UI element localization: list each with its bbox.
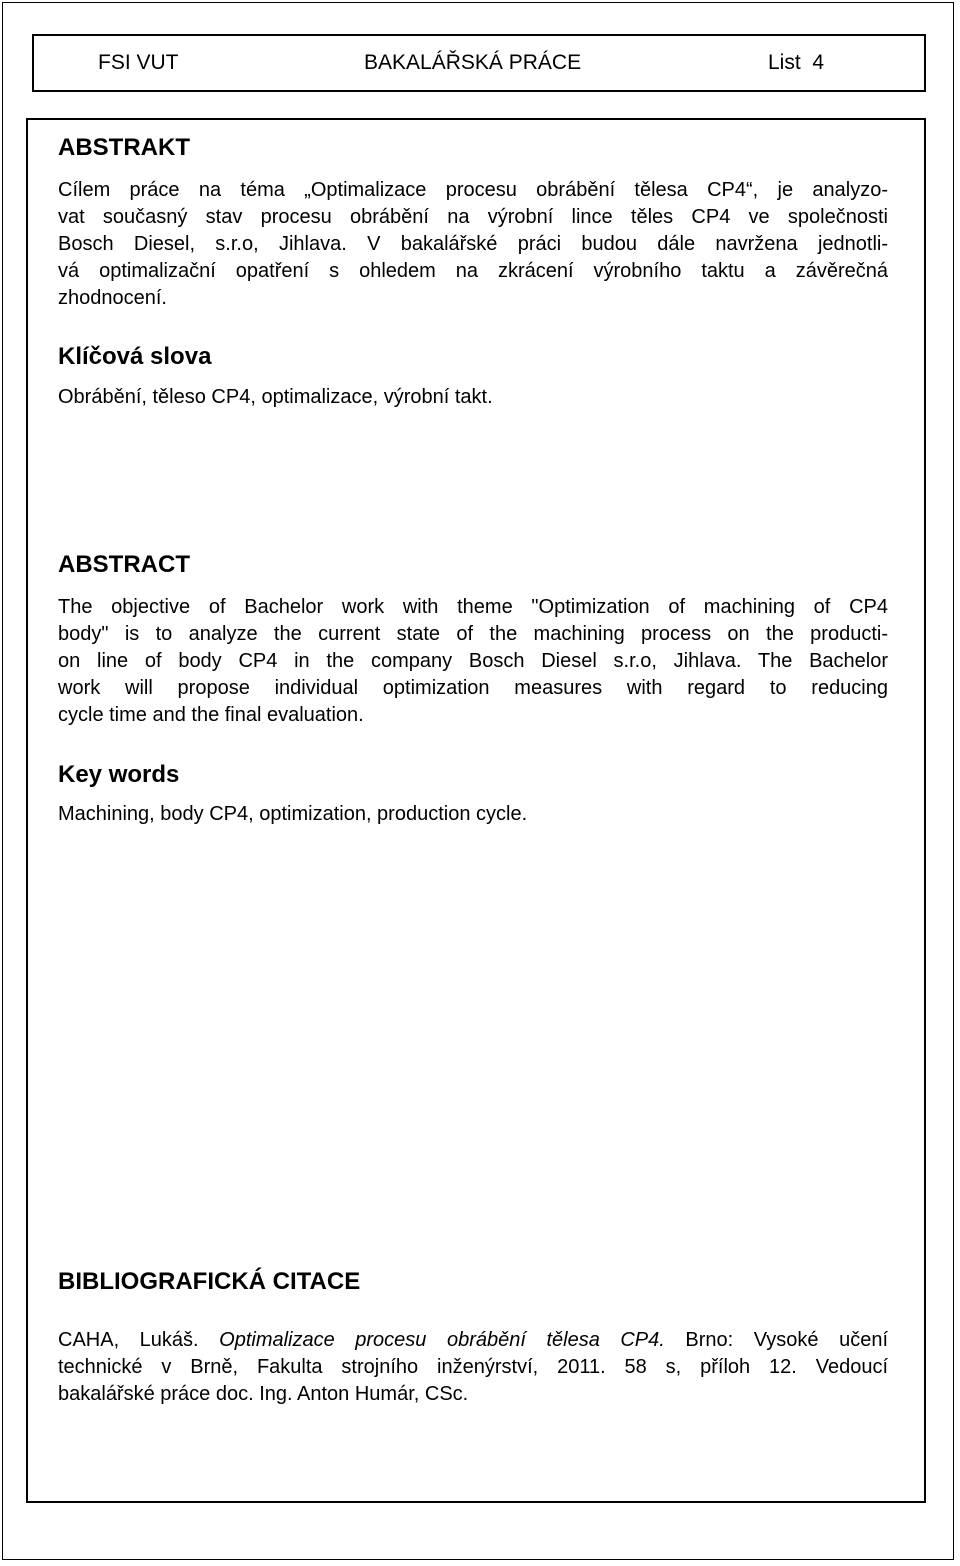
abstrakt-line: vat současný stav procesu obrábění na výrobní lince těles CP4 ve společnosti bbox=[58, 206, 888, 228]
abstract-line: The objective of Bachelor work with theme "Optimization of machining of CP4 bbox=[58, 596, 888, 618]
abstract-line: cycle time and the final evaluation. bbox=[58, 704, 364, 726]
citation-author: CAHA, Lukáš. bbox=[58, 1329, 199, 1351]
abstract-line: work will propose individual optimization measures with regard to reducing bbox=[58, 677, 888, 699]
abstrakt-line: Cílem práce na téma „Optimalizace procesu obrábění tělesa CP4“, je analyzo- bbox=[58, 179, 888, 201]
key-words-heading: Key words bbox=[58, 761, 180, 788]
abstract-line: body" is to analyze the current state of the machining process on the producti- bbox=[58, 623, 888, 645]
header-thesis-type: BAKALÁŘSKÁ PRÁCE bbox=[364, 51, 582, 74]
citation-paragraph bbox=[58, 1327, 888, 1408]
abstrakt-line: zhodnocení. bbox=[58, 287, 167, 309]
abstract-line: on line of body CP4 in the company Bosch Diesel s.r.o, Jihlava. The Bachelor bbox=[58, 650, 888, 672]
key-words-text: Machining, body CP4, optimization, production cycle. bbox=[58, 803, 528, 825]
header-page-number: List 4 bbox=[768, 51, 825, 74]
klicova-slova-text: Obrábění, těleso CP4, optimalizace, výrobní takt. bbox=[58, 386, 493, 408]
page-header bbox=[32, 34, 926, 92]
citation-line bbox=[58, 1327, 888, 1354]
klicova-slova-heading: Klíčová slova bbox=[58, 343, 212, 370]
abstrakt-line: vá optimalizační opatření s ohledem na zkrácení výrobního taktu a závěrečná bbox=[58, 260, 888, 282]
citation-line: technické v Brně, Fakulta strojního inženýrství, 2011. 58 s, příloh 12. Vedoucí bbox=[58, 1356, 888, 1378]
abstract-paragraph bbox=[58, 594, 888, 729]
abstrakt-line: Bosch Diesel, s.r.o, Jihlava. V bakalářské práci budou dále navržena jednotli- bbox=[58, 233, 888, 255]
citation-work-title: Optimalizace procesu obrábění tělesa CP4. bbox=[219, 1329, 665, 1351]
abstract-heading: ABSTRACT bbox=[58, 551, 190, 578]
citation-heading: BIBLIOGRAFICKÁ CITACE bbox=[58, 1268, 361, 1295]
abstrakt-paragraph bbox=[58, 177, 888, 312]
citation-publisher: Brno: Vysoké učení bbox=[685, 1329, 889, 1351]
citation-line: bakalářské práce doc. Ing. Anton Humár, CSc. bbox=[58, 1383, 469, 1405]
header-faculty: FSI VUT bbox=[98, 51, 179, 74]
abstrakt-heading: ABSTRAKT bbox=[58, 134, 190, 161]
